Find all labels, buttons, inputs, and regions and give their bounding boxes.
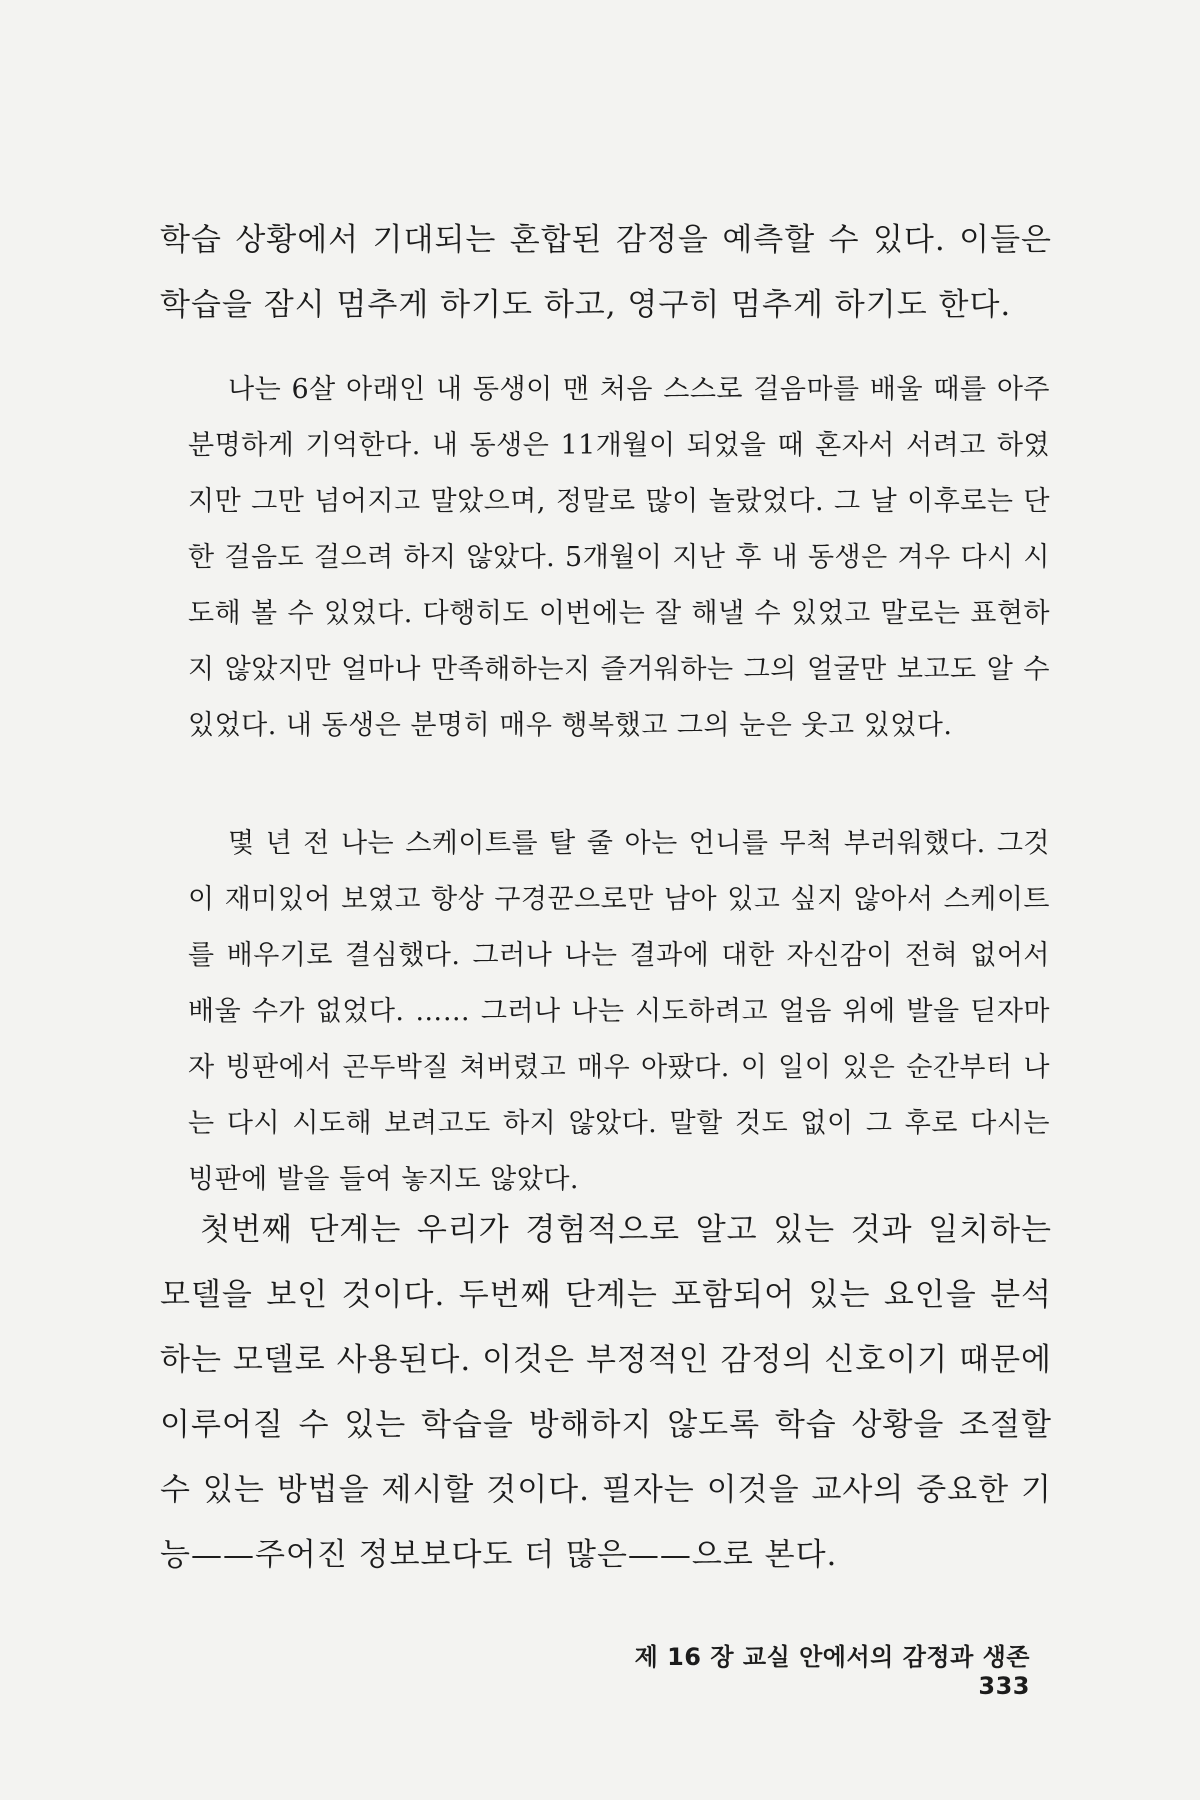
quoted-passage-toddler-text: 나는 6살 아래인 내 동생이 맨 처음 스스로 걸음마를 배울 때를 아주 분명하게 기억한다. 내 동생은 11개월이 되었을 때 혼자서 서려고 하였지만 그만 넘어지고 말았으며, 정말로 많이 놀랐었다. 그 날 이후로는 단 한 걸음도 걸으려 하지 않았다. 5개월이 지난 후 내 동생은 겨우 다시 시도해 볼 수 있었다. 다행히도 이번에는 잘 해낼 수 있었고 말로는 표현하지 않았지만 얼마나 만족해하는지 즐거워하는 그의 얼굴만 보고도 알 수 있었다. 내 동생은 분명히 매우 행복했고 그의 눈은 웃고 있었다. bbox=[188, 374, 1050, 741]
quoted-passage-toddler bbox=[188, 362, 1050, 754]
running-title: 제 16 장 교실 안에서의 감정과 생존 bbox=[634, 1643, 1030, 1671]
intro-paragraph: 학습 상황에서 기대되는 혼합된 감정을 예측할 수 있다. 이들은 학습을 잠시 멈추게 하기도 하고, 영구히 멈추게 하기도 한다. bbox=[160, 222, 1052, 323]
page-number: 333 bbox=[978, 1672, 1030, 1700]
main-paragraph-text: 첫번째 단계는 우리가 경험적으로 알고 있는 것과 일치하는 모델을 보인 것이다. 두번째 단계는 포함되어 있는 요인을 분석하는 모델로 사용된다. 이것은 부정적인 감정의 신호이기 때문에 이루어질 수 있는 학습을 방해하지 않도록 학습 상황을 조절할 수 있는 방법을 제시할 것이다. 필자는 이것을 교사의 중요한 기능——주어진 정보보다도 더 많은——으로 본다. bbox=[160, 1212, 1052, 1573]
quoted-passage-skating bbox=[188, 816, 1050, 1208]
page-footer bbox=[590, 1637, 1030, 1700]
main-paragraph bbox=[160, 1198, 1052, 1588]
quoted-passage-skating-text: 몇 년 전 나는 스케이트를 탈 줄 아는 언니를 무척 부러워했다. 그것이 재미있어 보였고 항상 구경꾼으로만 남아 있고 싶지 않아서 스케이트를 배우기로 결심했다. 그러나 나는 결과에 대한 자신감이 전혀 없어서 배울 수가 없었다. …… 그러나 나는 시도하려고 얼음 위에 발을 딛자마자 빙판에서 곤두박질 쳐버렸고 매우 아팠다. 이 일이 있은 순간부터 나는 다시 시도해 보려고도 하지 않았다. 말할 것도 없이 그 후로 다시는 빙판에 발을 들여 놓지도 않았다. bbox=[188, 828, 1050, 1195]
